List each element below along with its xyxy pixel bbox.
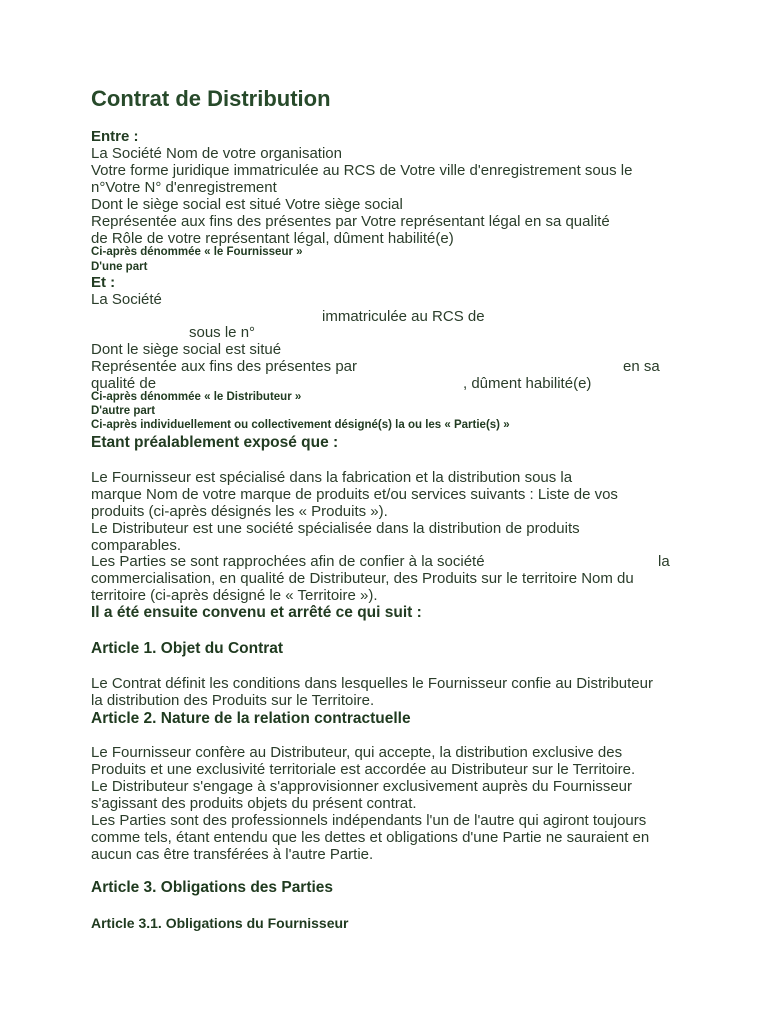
article2-l2: Produits et une exclusivité territoriale est accordée au Distributeur sur le Territoire. (91, 761, 636, 778)
preamble-p1-l2: marque Nom de votre marque de produits et/ou services suivants : Liste de vos (91, 486, 618, 503)
party1-line5: Représentée aux fins des présentes par Votre représentant légal en sa qualité (91, 213, 610, 230)
article2-l6: comme tels, étant entendu que les dettes et obligations d'une Partie ne sauraient en (91, 829, 650, 846)
party1-designation: Ci-après dénommée « le Fournisseur » (91, 246, 303, 258)
agreed-heading: Il a été ensuite convenu et arrêté ce qui suit : (91, 604, 422, 621)
article2-l4: s'agissant des produits objets du présent contrat. (91, 795, 417, 812)
article2-l7: aucun cas être transférées à l'autre Partie. (91, 846, 374, 863)
party2-seat: Dont le siège social est situé (91, 341, 282, 358)
party2-rep-quality: en sa (623, 358, 660, 375)
preamble-p3-l1a: Les Parties se sont rapprochées afin de confier à la société (91, 553, 485, 570)
article3-sub1-heading: Article 3.1. Obligations du Fournisseur (91, 915, 349, 931)
party1-line4: Dont le siège social est situé Votre siège social (91, 196, 403, 213)
party2-designation: Ci-après dénommée « le Distributeur » (91, 391, 302, 403)
party1-line1: La Société Nom de votre organisation (91, 145, 342, 162)
preamble-p3-l1b: la (658, 553, 670, 570)
article1-l2: la distribution des Produits sur le Territoire. (91, 692, 375, 709)
preamble-p2-l1: Le Distributeur est une société spécialisée dans la distribution de produits (91, 520, 580, 537)
party2-part: D'autre part (91, 405, 156, 417)
party2-number: sous le n° (189, 324, 256, 341)
preamble-p3-l2: commercialisation, en qualité de Distributeur, des Produits sur le territoire Nom du (91, 570, 634, 587)
party2-collective: Ci-après individuellement ou collectivement désigné(s) la ou les « Partie(s) » (91, 419, 510, 431)
party2-quality: qualité de (91, 375, 157, 392)
party1-heading: Entre : (91, 128, 139, 145)
party1-part: D'une part (91, 261, 148, 273)
party1-line2: Votre forme juridique immatriculée au RCS de Votre ville d'enregistrement sous le (91, 162, 633, 179)
party2-rcs: immatriculée au RCS de (322, 308, 485, 325)
preamble-heading: Etant préalablement exposé que : (91, 434, 339, 451)
party2-heading: Et : (91, 274, 116, 291)
article2-l1: Le Fournisseur confère au Distributeur, qui accepte, la distribution exclusive des (91, 744, 623, 761)
article2-heading: Article 2. Nature de la relation contractuelle (91, 710, 411, 727)
party2-line1: La Société (91, 291, 162, 308)
article3-heading: Article 3. Obligations des Parties (91, 879, 334, 896)
party1-line3: n°Votre N° d'enregistrement (91, 179, 277, 196)
preamble-p3-l3: territoire (ci-après désigné le « Territoire »). (91, 587, 378, 604)
article2-l5: Les Parties sont des professionnels indépendants l'un de l'autre qui agiront toujours (91, 812, 647, 829)
document-title: Contrat de Distribution (91, 86, 331, 111)
preamble-p1-l3: produits (ci-après désignés les « Produits »). (91, 503, 388, 520)
preamble-p2-l2: comparables. (91, 537, 182, 554)
article1-l1: Le Contrat définit les conditions dans lesquelles le Fournisseur confie au Distributeur (91, 675, 653, 692)
preamble-p1-l1: Le Fournisseur est spécialisé dans la fabrication et la distribution sous la (91, 469, 573, 486)
article1-heading: Article 1. Objet du Contrat (91, 640, 284, 657)
party1-line6: de Rôle de votre représentant légal, dûment habilité(e) (91, 230, 454, 247)
party2-authorized: , dûment habilité(e) (463, 375, 592, 392)
article2-l3: Le Distributeur s'engage à s'approvisionner exclusivement auprès du Fournisseur (91, 778, 633, 795)
party2-rep: Représentée aux fins des présentes par (91, 358, 357, 375)
